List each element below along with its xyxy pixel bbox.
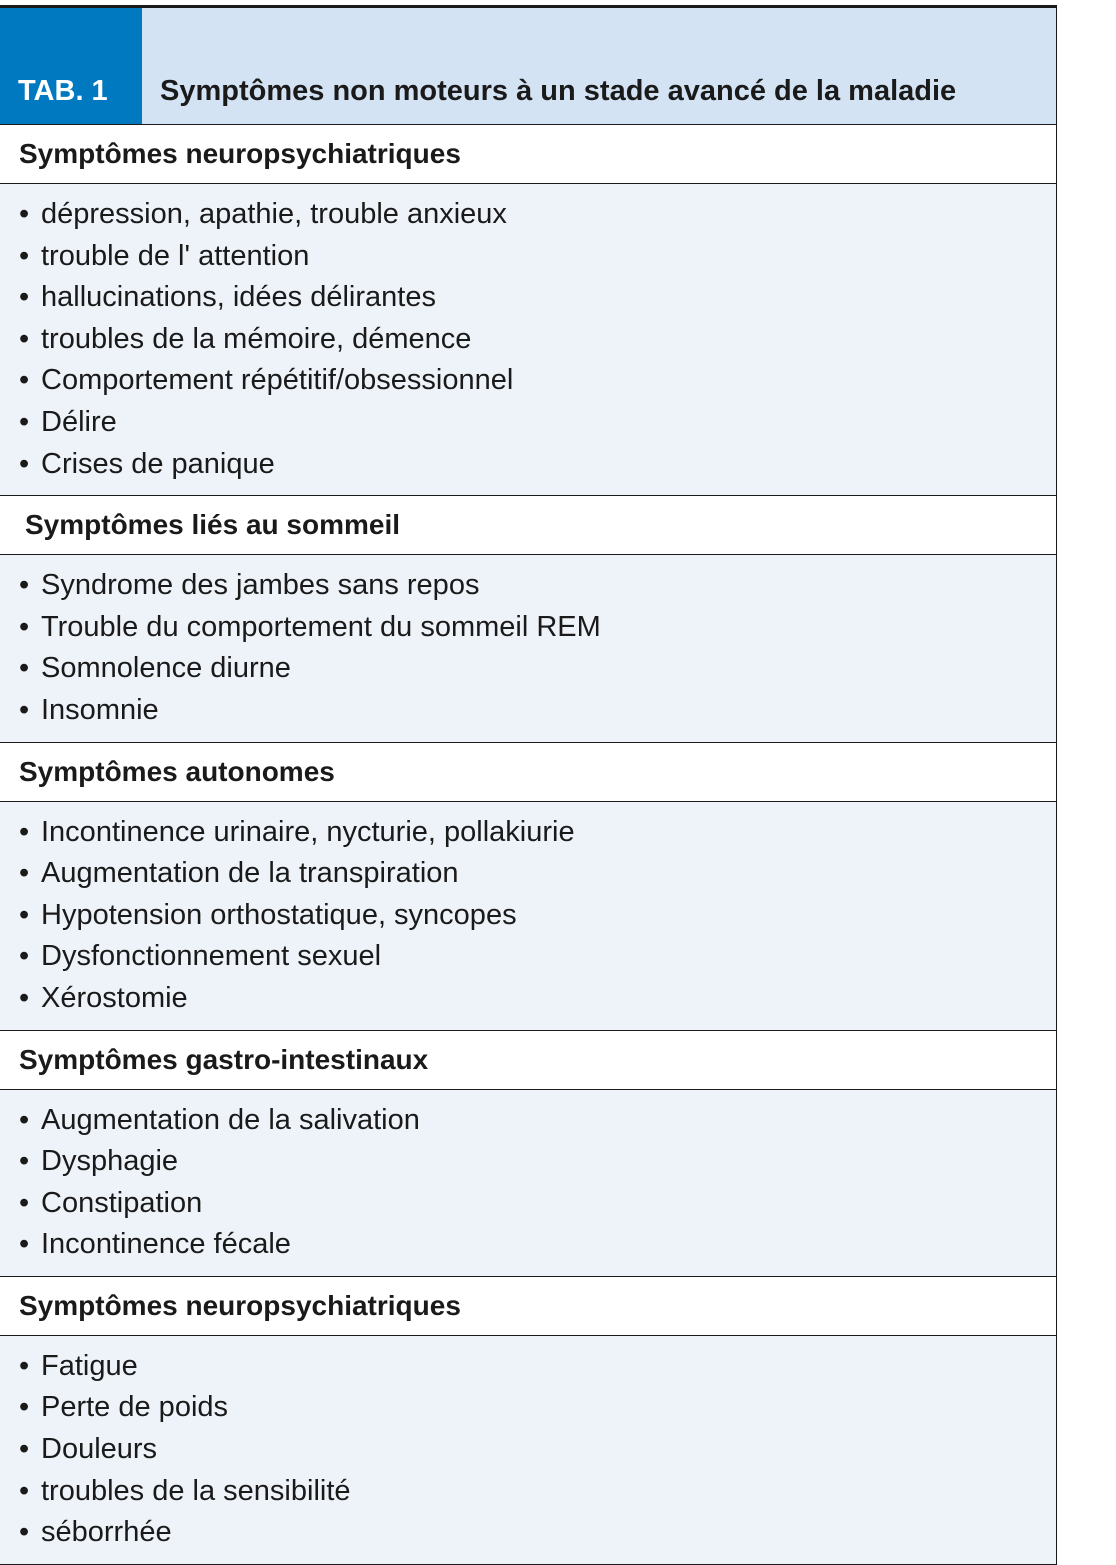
list-item: • troubles de la sensibilité	[19, 1471, 1056, 1513]
table-title-row	[0, 8, 1056, 125]
list-item: • Délire	[19, 402, 1056, 444]
section-heading-neuropsychiatric: Symptômes neuropsychiatriques	[0, 125, 1056, 184]
section-list-gastrointestinal	[0, 1090, 1056, 1277]
symptoms-table	[0, 5, 1057, 1565]
list-item: • Crises de panique	[19, 444, 1056, 486]
list-item: • Syndrome des jambes sans repos	[19, 565, 1056, 607]
list-item: • séborrhée	[19, 1512, 1056, 1554]
section-heading-autonomic: Symptômes autonomes	[0, 743, 1056, 802]
list-item: • Douleurs	[19, 1429, 1056, 1471]
table-title: Symptômes non moteurs à un stade avancé de la maladie	[142, 8, 1056, 124]
section-heading-other: Symptômes neuropsychiatriques	[0, 1277, 1056, 1336]
section-list-autonomic	[0, 802, 1056, 1031]
section-heading-gastrointestinal: Symptômes gastro-intestinaux	[0, 1031, 1056, 1090]
list-item: • Trouble du comportement du sommeil REM	[19, 607, 1056, 649]
list-item: • dépression, apathie, trouble anxieux	[19, 194, 1056, 236]
list-item: • Somnolence diurne	[19, 648, 1056, 690]
section-list-sleep	[0, 555, 1056, 742]
list-item: • Incontinence fécale	[19, 1224, 1056, 1266]
section-list-other	[0, 1336, 1056, 1565]
table-label: TAB. 1	[0, 8, 142, 124]
list-item: • troubles de la mémoire, démence	[19, 319, 1056, 361]
list-item: • Augmentation de la salivation	[19, 1100, 1056, 1142]
list-item: • Dysfonctionnement sexuel	[19, 936, 1056, 978]
list-item: • trouble de l' attention	[19, 236, 1056, 278]
list-item: • Xérostomie	[19, 978, 1056, 1020]
list-item: • hallucinations, idées délirantes	[19, 277, 1056, 319]
list-item: • Insomnie	[19, 690, 1056, 732]
list-item: • Incontinence urinaire, nycturie, pollakiurie	[19, 812, 1056, 854]
list-item: • Fatigue	[19, 1346, 1056, 1388]
list-item: • Perte de poids	[19, 1387, 1056, 1429]
list-item: • Hypotension orthostatique, syncopes	[19, 895, 1056, 937]
section-heading-sleep: Symptômes liés au sommeil	[0, 496, 1056, 555]
list-item: • Dysphagie	[19, 1141, 1056, 1183]
section-list-neuropsychiatric	[0, 184, 1056, 496]
list-item: • Constipation	[19, 1183, 1056, 1225]
list-item: • Comportement répétitif/obsessionnel	[19, 360, 1056, 402]
list-item: • Augmentation de la transpiration	[19, 853, 1056, 895]
